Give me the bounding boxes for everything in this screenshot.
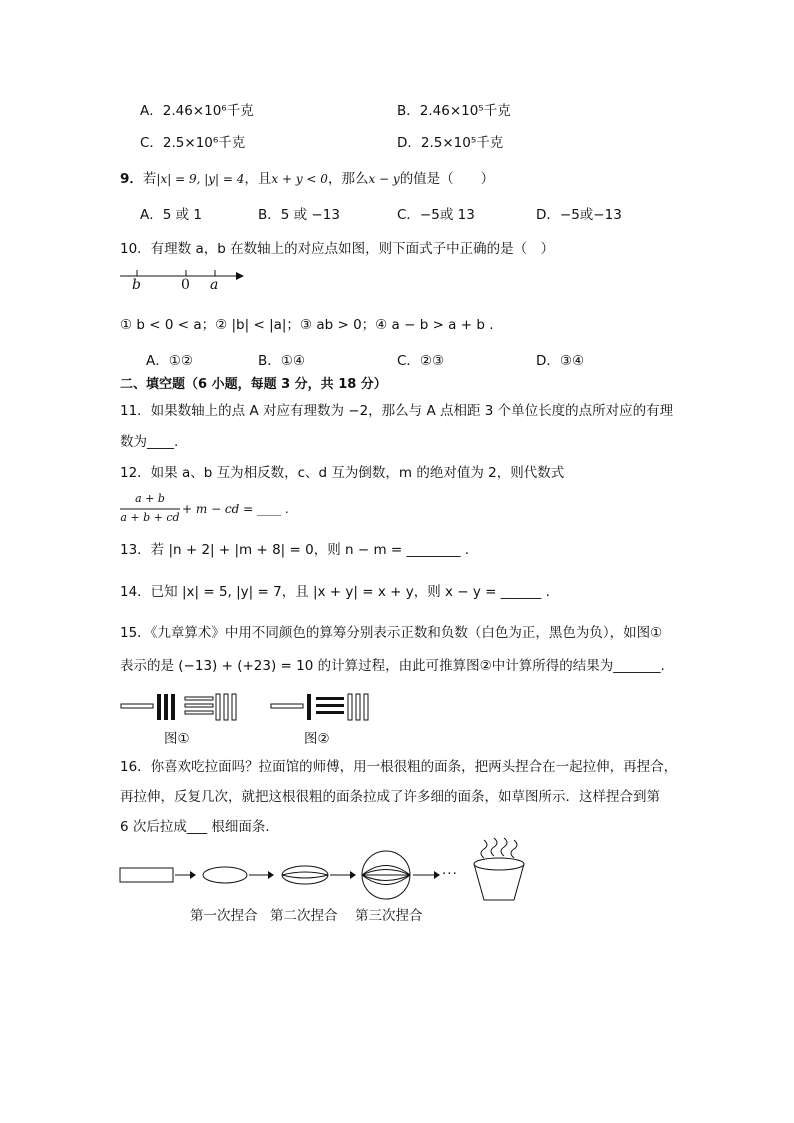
q9-text-c: ，那么 (327, 171, 369, 187)
q15-figure-2-rods (270, 693, 375, 723)
q10-stem: 10．有理数 a，b 在数轴上的对应点如图，则下面式子中正确的是（ ） (120, 241, 555, 257)
q11-line-1: 11．如果数轴上的点 A 对应有理数为 −2，那么与 A 点相距 3 个单位长度的点所对应的有理 (120, 403, 674, 419)
q16-caption-third: 第三次捏合 (355, 908, 423, 924)
q10-option-c: C．②③ (397, 353, 445, 369)
q12-tail: + m − cd = ____ . (182, 502, 289, 516)
q10-label-b: b (132, 277, 141, 293)
q14-text: 14．已知 |x| = 5, |y| = 7，且 |x + y| = x + y，则 x − y = ______ . (120, 584, 550, 600)
q15-figure-1-rods (120, 693, 245, 723)
q10-label-a: a (210, 277, 219, 293)
q12-fraction-bar (120, 508, 180, 510)
q9-text-b: ，且 (244, 171, 272, 187)
q9-text-a: 若 (142, 171, 157, 187)
q9-condition-1: |x| = 9, |y| = 4 (156, 172, 245, 186)
q12-fraction-numerator: a + b (135, 492, 165, 505)
q8-option-c: C．2.5×10⁶千克 (140, 135, 246, 151)
q16-caption-first: 第一次捏合 (190, 908, 258, 924)
q15-line-1: 15．《九章算术》中用不同颜色的算筹分别表示正数和负数（白色为正，黑色为负），如图① (120, 625, 663, 641)
q9-option-b: B．5 或 −13 (258, 207, 340, 223)
q9-text-d: 的值是（ ） (399, 171, 495, 187)
q8-option-b: B．2.46×10⁵千克 (397, 103, 511, 119)
q13-text: 13．若 |n + 2| + |m + 8| = 0，则 n − m = ________ . (120, 542, 470, 558)
q9-stem (120, 170, 494, 188)
section-heading-fill-in: 二、填空题（6 小题，每题 3 分，共 18 分） (120, 377, 387, 392)
q15-line-2: 表示的是 (−13) + (+23) = 10 的计算过程，由此可推算图②中计算所得的结果为_______. (120, 658, 665, 674)
q9-option-d: D．−5或−13 (536, 207, 622, 223)
q9-condition-2: x + y < 0 (271, 172, 328, 186)
q8-option-d: D．2.5×10⁵千克 (397, 135, 504, 151)
q11-line-2: 数为____. (120, 434, 179, 450)
q16-line-3: 6 次后拉成___ 根细面条． (120, 819, 279, 835)
q10-option-a: A．①② (146, 353, 193, 369)
q9-number: 9． (120, 171, 143, 187)
q16-ellipsis: ··· (442, 866, 458, 882)
q12-fraction-denominator: a + b + cd (120, 511, 180, 524)
q16-caption-second: 第二次捏合 (270, 908, 338, 924)
q10-option-d: D．③④ (536, 353, 585, 369)
q8-option-a: A．2.46×10⁶千克 (140, 103, 254, 119)
q16-noodle-diagram (118, 842, 538, 912)
q9-option-a: A．5 或 1 (140, 207, 202, 223)
q10-label-zero: 0 (181, 277, 190, 293)
q10-option-b: B．①④ (258, 353, 305, 369)
q12-line-1: 12．如果 a、b 互为相反数，c、d 互为倒数，m 的绝对值为 2，则代数式 (120, 465, 565, 481)
q16-line-1: 16．你喜欢吃拉面吗？拉面馆的师傅，用一根很粗的面条，把两头捏合在一起拉伸，再捏合， (120, 759, 678, 775)
q9-option-c: C．−5或 13 (397, 207, 475, 223)
q15-figure-1-label: 图① (164, 731, 190, 747)
q15-figure-2-label: 图② (304, 731, 330, 747)
q10-statements: ① b < 0 < a；② |b| < |a|；③ ab > 0；④ a − b > a + b . (120, 317, 494, 333)
q16-line-2: 再拉伸，反复几次，就把这根很粗的面条拉成了许多细的面条，如草图所示．这样捏合到第 (120, 789, 660, 805)
q9-expression: x − y (368, 172, 400, 186)
